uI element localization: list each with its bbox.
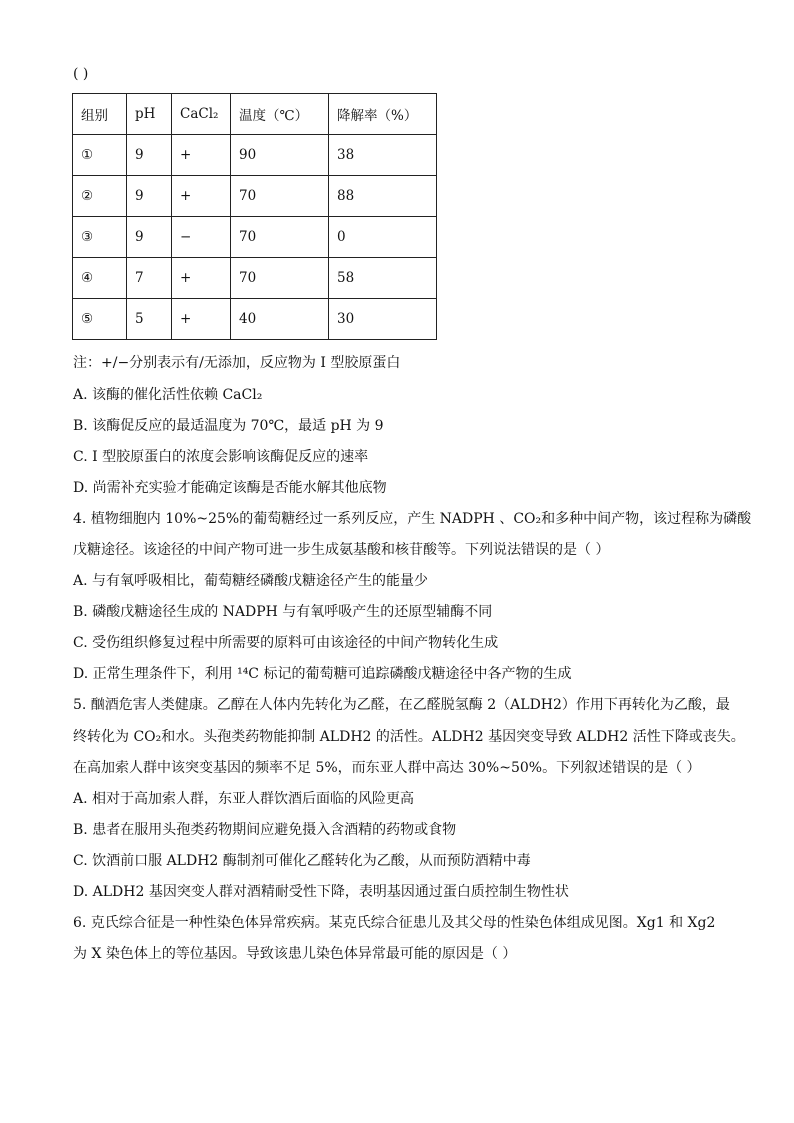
table-cell: +	[172, 176, 231, 217]
table-cell: ①	[73, 135, 127, 176]
q4-option-b: B. 磷酸戊糖途径生成的 NADPH 与有氧呼吸产生的还原型辅酶不同	[73, 604, 493, 620]
table-cell: +	[172, 135, 231, 176]
q5-stem-line: 5. 酗酒危害人类健康。乙醇在人体内先转化为乙醛，在乙醛脱氢酶 2（ALDH2）作用下再转化为乙酸，最	[73, 697, 730, 713]
table-row	[73, 135, 437, 176]
answer-blank: ( )	[73, 66, 89, 82]
q4-stem-line: 戊糖途径。该途径的中间产物可进一步生成氨基酸和核苷酸等。下列说法错误的是（ ）	[73, 542, 610, 558]
table-cell: 0	[329, 217, 437, 258]
table-cell: +	[172, 299, 231, 340]
table-header-cell: CaCl₂	[172, 94, 231, 135]
table-cell: 88	[329, 176, 437, 217]
table-cell: 40	[231, 299, 329, 340]
table-cell: 70	[231, 217, 329, 258]
q4-option-d: D. 正常生理条件下，利用 ¹⁴C 标记的葡萄糖可追踪磷酸戊糖途径中各产物的生成	[73, 666, 572, 682]
q6-stem-line: 6. 克氏综合征是一种性染色体异常疾病。某克氏综合征患儿及其父母的性染色体组成见图。Xg1 和 Xg2	[73, 915, 716, 931]
table-cell: 30	[329, 299, 437, 340]
q5-option-d: D. ALDH2 基因突变人群对酒精耐受性下降，表明基因通过蛋白质控制生物性状	[73, 884, 569, 900]
table-header-cell: 降解率（%）	[329, 94, 437, 135]
q5-stem-line: 在高加索人群中该突变基因的频率不足 5%，而东亚人群中高达 30%~50%。下列叙述错误的是（ ）	[73, 760, 701, 776]
q6-stem-line: 为 X 染色体上的等位基因。导致该患儿染色体异常最可能的原因是（ ）	[73, 946, 517, 962]
q3-option-a: A. 该酶的催化活性依赖 CaCl₂	[73, 387, 263, 403]
q3-option-c: C. I 型胶原蛋白的浓度会影响该酶促反应的速率	[73, 449, 369, 465]
table-cell: 58	[329, 258, 437, 299]
table-cell: 9	[127, 217, 172, 258]
table-header-row	[73, 94, 437, 135]
experiment-table	[72, 93, 437, 340]
table-cell: 9	[127, 135, 172, 176]
table-row	[73, 217, 437, 258]
table-cell: 7	[127, 258, 172, 299]
table-cell: 70	[231, 176, 329, 217]
table-note: 注：+/−分别表示有/无添加，反应物为 I 型胶原蛋白	[73, 355, 401, 371]
table-cell: 70	[231, 258, 329, 299]
q5-option-b: B. 患者在服用头孢类药物期间应避免摄入含酒精的药物或食物	[73, 822, 457, 838]
q5-option-c: C. 饮酒前口服 ALDH2 酶制剂可催化乙醛转化为乙酸，从而预防酒精中毒	[73, 853, 531, 869]
q3-option-d: D. 尚需补充实验才能确定该酶是否能水解其他底物	[73, 480, 387, 496]
table-cell: 90	[231, 135, 329, 176]
table-cell: 9	[127, 176, 172, 217]
table-cell: +	[172, 258, 231, 299]
table-row	[73, 299, 437, 340]
q5-option-a: A. 相对于高加索人群，东亚人群饮酒后面临的风险更高	[73, 791, 415, 807]
table-cell: −	[172, 217, 231, 258]
q3-option-b: B. 该酶促反应的最适温度为 70℃，最适 pH 为 9	[73, 418, 384, 434]
table-header-cell: pH	[127, 94, 172, 135]
table-cell: 38	[329, 135, 437, 176]
q4-option-c: C. 受伤组织修复过程中所需要的原料可由该途径的中间产物转化生成	[73, 635, 499, 651]
table-cell: ④	[73, 258, 127, 299]
table-header-cell: 组别	[73, 94, 127, 135]
table-row	[73, 258, 437, 299]
q4-stem-line: 4. 植物细胞内 10%~25%的葡萄糖经过一系列反应，产生 NADPH 、CO₂和多种中间产物，该过程称为磷酸	[73, 511, 752, 527]
table-header-cell: 温度（℃）	[231, 94, 329, 135]
table-cell: ⑤	[73, 299, 127, 340]
table-cell: ②	[73, 176, 127, 217]
table-cell: ③	[73, 217, 127, 258]
q5-stem-line: 终转化为 CO₂和水。头孢类药物能抑制 ALDH2 的活性。ALDH2 基因突变导致 ALDH2 活性下降或丧失。	[73, 729, 745, 745]
table-cell: 5	[127, 299, 172, 340]
table-row	[73, 176, 437, 217]
q4-option-a: A. 与有氧呼吸相比，葡萄糖经磷酸戊糖途径产生的能量少	[73, 573, 429, 589]
